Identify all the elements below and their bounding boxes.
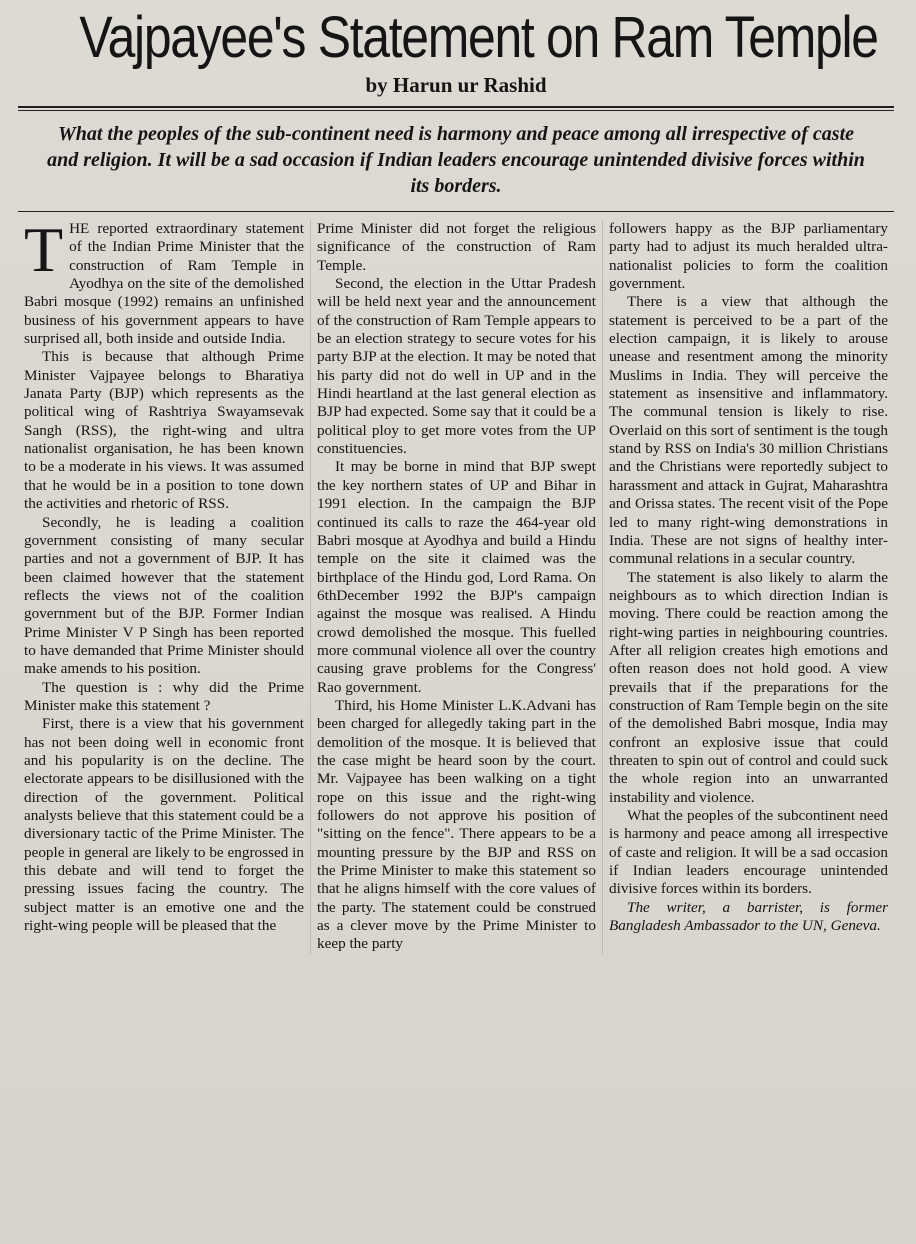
paragraph: It may be borne in mind that BJP swept the key northern states of UP and Bihar in 1991 election. In the campaign the BJP continued its calls to raze the 464-year old Babri mosque at Ayodhya and build a Hindu temple on the site it claimed was the birthplace of the Hindu god, Lord Rama. On 6thDecember 1992 the BJP's campaign against the mosque was realised. A Hindu crowd demolished the mosque. This fuelled more communal violence all over the country causing grave problems for the Congress' Rao government. — [317, 458, 596, 696]
paragraph: Second, the election in the Uttar Pradesh will be held next year and the announcement of the construction of Ram Temple appears to be an election strategy to secure votes for his party BJP at the election. It may be noted that his party did not do well in UP and in the Hindi heartland at the last general election as BJP had expected. Some say that it could be a political ploy to get more votes from the UP constituencies. — [317, 275, 596, 458]
paragraph: Third, his Home Minister L.K.Advani has been charged for allegedly taking part in the demolition of the mosque. It is believed that the case might be heard soon by the court. Mr. Vajpayee has been walking on a tight rope on this issue and the right-wing followers do not approve his position of "sitting on the fence". There appears to be a mounting pressure by the BJP and RSS on the Prime Minister to make this statement so that he aligns himself with the core values of the party. The statement could be construed as a clever move by the Prime Minister to keep the party — [317, 696, 596, 953]
byline: by Harun ur Rashid — [365, 73, 547, 97]
author-credit: The writer, a barrister, is former Bangladesh Ambassador to the UN, Geneva. — [609, 898, 888, 935]
paragraph: THE reported extraordinary statement of the Indian Prime Minister that the construction of Ram Temple in Ayodhya on the site of the demolished Babri mosque (1992) remains an unfinished business of his government appears to have surprised all, both inside and outside India. — [24, 214, 304, 348]
paragraph: First, there is a view that his government has not been doing well in economic front and his popularity is on the decline. The electorate appears to be disillusioned with the direction of the government. Political analysts believe that this statement could be a diversionary tactic of the Prime Minister. The people in general are likely to be engrossed in this debate and will tend to forget the pressing issues facing the country. The subject matter is an emotive one and the right-wing people will be pleased that the — [24, 715, 304, 935]
column-1 — [18, 214, 310, 954]
paragraph: What the peoples of the subcontinent need is harmony and peace among all irrespective of caste and religion. It will be a sad occasion if Indian leaders encourage unintended divisive forces within its borders. — [609, 807, 888, 898]
headline: Vajpayee's Statement on Ram Temple — [79, 5, 878, 70]
column-2 — [310, 220, 602, 954]
divider — [18, 106, 894, 108]
divider — [18, 110, 894, 111]
article-body — [18, 214, 894, 954]
paragraph: This is because that although Prime Minister Vajpayee belongs to Bharatiya Janata Party (BJP) which represents as the political wing of Rashtriya Swayamsevak Sangh (RSS), the right-wing and ultra nationalist organisation, he has been known to be a moderate in his views. It was assumed that he would be in a position to tone down the activities and rhetoric of RSS. — [24, 348, 304, 513]
paragraph: The statement is also likely to alarm the neighbours as to which direction Indian is moving. There could be reaction among the right-wing parties in neighbouring countries. After all religion creates high emotions and often reason does not hold good. A view prevails that if the preparations for the construction of Ram Temple begin on the site of the demolished Babri mosque, India may confront an explosive issue that could threaten to spin out of control and could suck the whole region into an unwarranted instability and violence. — [609, 568, 888, 806]
deck: What the peoples of the sub-continent need is harmony and peace among all irrespective of caste and religion. It will be a sad occasion if Indian leaders encourage unintended divisive forces within its borders. — [47, 123, 865, 197]
divider — [18, 211, 894, 212]
paragraph: There is a view that although the statement is perceived to be a part of the election campaign, it is likely to arouse unease and resentment among the minority Muslims in India. They will perceive the statement as insensitive and inflammatory. The communal tension is likely to rise. Overlaid on this sort of sentiment is the tough stand by RSS on India's 30 million Christians and the Christians were reportedly subject to harassment and attack in Gujrat, Maharashtra and Orissa states. The recent visit of the Pope led to many right-wing demonstrations in India. These are not signs of healthy inter-communal relations in a secular country. — [609, 293, 888, 568]
column-3 — [602, 220, 894, 954]
paragraph: followers happy as the BJP parliamentary party had to adjust its much heralded ultra-nationalist policies to form the coalition government. — [609, 220, 888, 293]
paragraph: Secondly, he is leading a coalition government consisting of many secular parties and not a government of BJP. It has been claimed however that the statement reflects the views not of the coalition government but of the BJP. Former Indian Prime Minister V P Singh has been reported to have demanded that Prime Minister should make amends to his position. — [24, 513, 304, 678]
paragraph: Prime Minister did not forget the religious significance of the construction of Ram Temple. — [317, 220, 596, 274]
paragraph: The question is : why did the Prime Minister make this statement ? — [24, 678, 304, 714]
drop-cap: T — [24, 214, 64, 285]
